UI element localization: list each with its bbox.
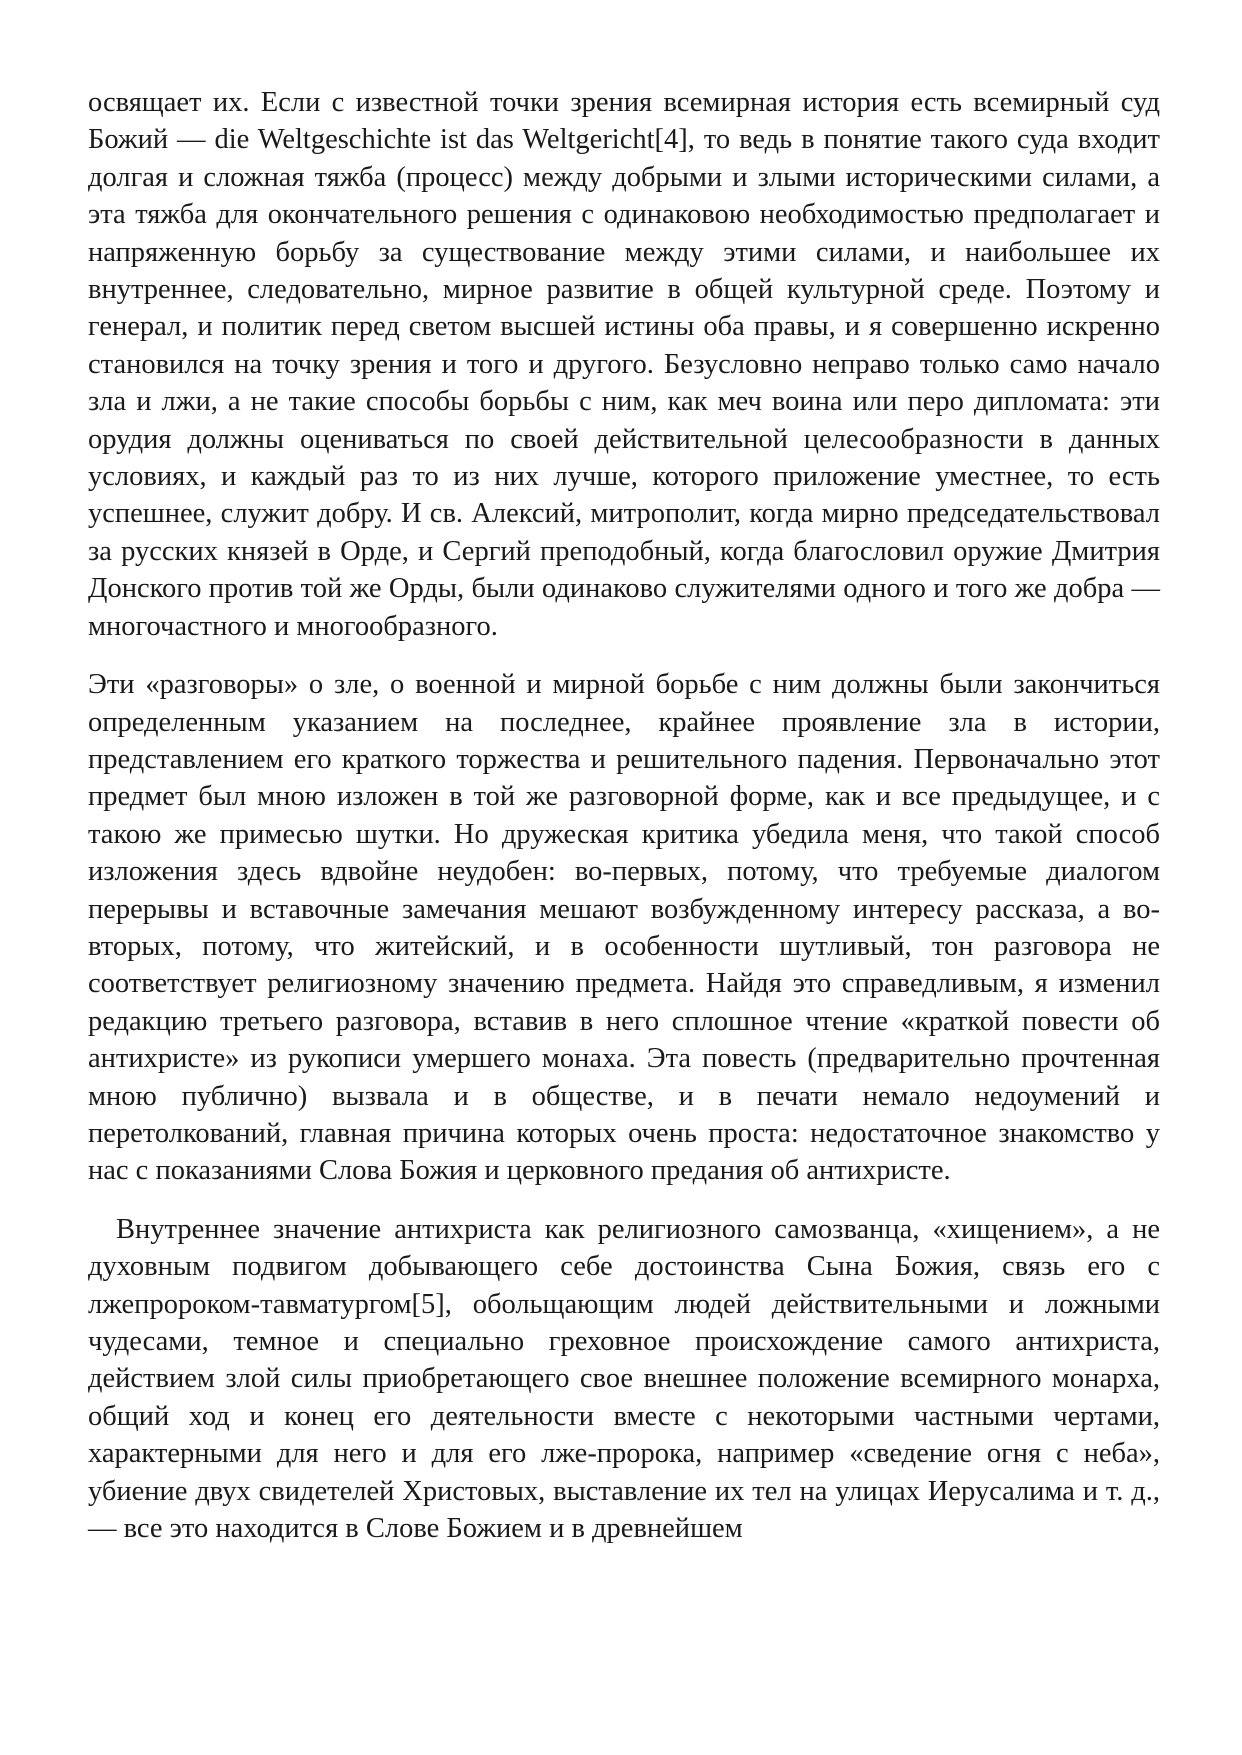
document-page <box>88 84 1160 1547</box>
paragraph-3: Внутреннее значение антихриста как религиозного самозванца, «хищением», а не духовным подвигом добывающего себе достоинства Сына Божия, связь его с лжепророком-тавматургом[5], обольщающим людей действительными и ложными чудесами, темное и специально греховное происхождение самого антихриста, действием злой силы приобретающего свое внешнее положение всемирного монарха, общий ход и конец его деятельности вместе с некоторыми частными чертами, характерными для него и для его лже-пророка, например «сведение огня с неба», убиение двух свидетелей Христовых, выставление их тел на улицах Иерусалима и т. д., — все это находится в Слове Божием и в древнейшем <box>88 1213 1160 1545</box>
paragraph-2: Эти «разговоры» о зле, о военной и мирной борьбе с ним должны были закончиться определенным указанием на последнее, крайнее проявление зла в истории, представлением его краткого торжества и решительного падения. Первоначально этот предмет был мною изложен в той же разговорной форме, как и все предыдущее, и с такою же примесью шутки. Но дружеская критика убедила меня, что такой способ изложения здесь вдвойне неудобен: во-первых, потому, что требуемые диалогом перерывы и вставочные замечания мешают возбужденному интересу рассказа, а во-вторых, потому, что житейский, и в особенности шутливый, тон разговора не соответствует религиозному значению предмета. Найдя это справедливым, я изменил редакцию третьего разговора, вставив в него сплошное чтение «краткой повести об антихристе» из рукописи умершего монаха. Эта повесть (предварительно прочтенная мною публично) вызвала и в обществе, и в печати немало недоумений и перетолкований, главная причина которых очень проста: недостаточное знакомство у нас с показаниями Слова Божия и церковного предания об антихристе. <box>88 669 1160 1187</box>
paragraph-1: освящает их. Если с известной точки зрения всемирная история есть всемирный суд Божий — die Weltgeschichte ist das Weltgericht[4], то ведь в понятие такого суда входит долгая и сложная тяжба (процесс) между добрыми и злыми историческими силами, а эта тяжба для окончательного решения с одинаковою необходимостью предполагает и напряженную борьбу за существование между этими силами, и наибольшее их внутреннее, следовательно, мирное развитие в общей культурной среде. Поэтому и генерал, и политик перед светом высшей истины оба правы, и я совершенно искренно становился на точку зрения и того и другого. Безусловно неправо только само начало зла и лжи, а не такие способы борьбы с ним, как меч воина или перо дипломата: эти орудия должны оцениваться по своей действительной целесообразности в данных условиях, и каждый раз то из них лучше, которого приложение уместнее, то есть успешнее, служит добру. И св. Алексий, митрополит, когда мирно председательствовал за русских князей в Орде, и Сергий преподобный, когда благословил оружие Дмитрия Донского против той же Орды, были одинаково служителями одного и того же добра — многочастного и многообразного. <box>88 87 1160 642</box>
